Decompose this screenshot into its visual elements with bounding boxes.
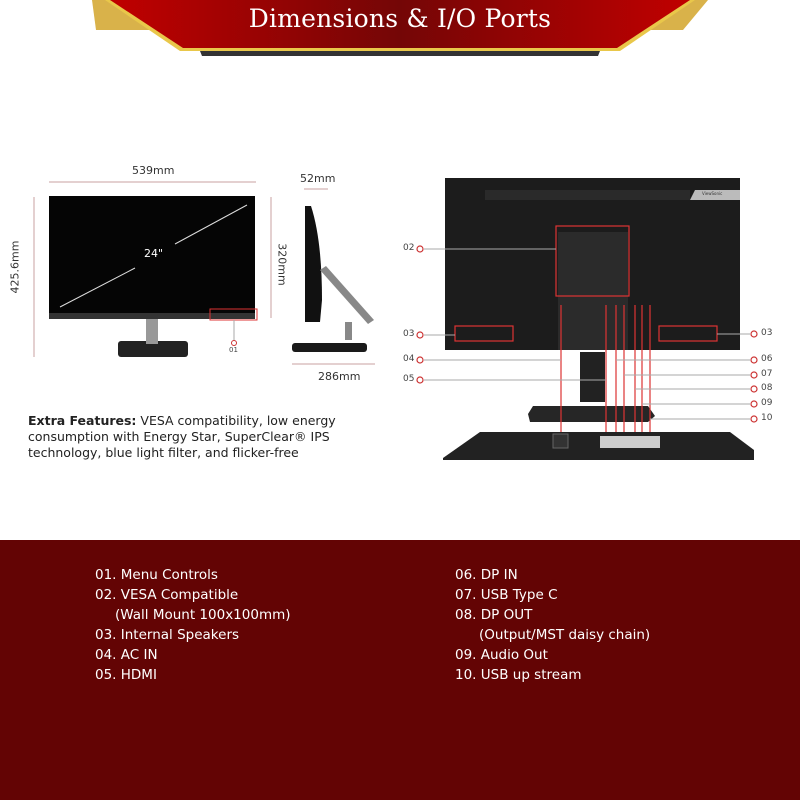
extra-features-text: VESA compatibility, low energy consumption with Energy Star, SuperClear® IPS technology, blue light filter, and flicker-free xyxy=(28,413,336,460)
callout-04: 04 xyxy=(403,354,415,364)
panel-height-dimension: 320mm xyxy=(275,243,289,286)
extra-features-label: Extra Features: xyxy=(28,413,137,428)
callout-01: 01 xyxy=(229,346,238,354)
list-item-note: (Output/MST daisy chain) xyxy=(479,627,651,643)
width-dimension: 539mm xyxy=(132,164,175,177)
callout-09: 09 xyxy=(761,398,773,408)
base-depth-dimension: 286mm xyxy=(318,370,361,383)
total-height-dimension: 425.6mm xyxy=(8,240,22,294)
callout-05: 05 xyxy=(403,374,415,384)
callout-10: 10 xyxy=(761,413,773,423)
list-item: 10. USB up stream xyxy=(455,667,582,683)
ports-list-left xyxy=(95,565,291,685)
extra-features xyxy=(28,413,368,461)
page-title: Dimensions & I/O Ports xyxy=(248,4,552,33)
callout-03-right: 03 xyxy=(761,328,773,338)
list-item: 09. Audio Out xyxy=(455,647,548,663)
list-item: 08. DP OUT xyxy=(455,607,533,623)
list-item: 04. AC IN xyxy=(95,647,158,663)
front-monitor xyxy=(49,196,257,357)
ports-list-right xyxy=(455,565,650,685)
callout-08: 08 xyxy=(761,383,773,393)
list-item: 07. USB Type C xyxy=(455,587,558,603)
list-item: 02. VESA Compatible xyxy=(95,587,239,603)
rear-diagram xyxy=(400,170,800,470)
list-item: 01. Menu Controls xyxy=(95,567,218,583)
list-item: 06. DP IN xyxy=(455,567,518,583)
ports-legend-panel xyxy=(0,540,800,800)
callout-03-left: 03 xyxy=(403,329,415,339)
callout-07: 07 xyxy=(761,369,773,379)
callout-02: 02 xyxy=(403,243,415,253)
panel-depth-dimension: 52mm xyxy=(300,172,336,185)
diagonal-size: 24" xyxy=(144,247,164,260)
side-monitor xyxy=(292,206,374,352)
front-side-diagram xyxy=(0,160,400,390)
list-item: 05. HDMI xyxy=(95,667,157,683)
list-item-note: (Wall Mount 100x100mm) xyxy=(115,607,291,623)
brand-logo: ViewSonic xyxy=(702,191,723,196)
callout-06: 06 xyxy=(761,354,773,364)
list-item: 03. Internal Speakers xyxy=(95,627,240,643)
